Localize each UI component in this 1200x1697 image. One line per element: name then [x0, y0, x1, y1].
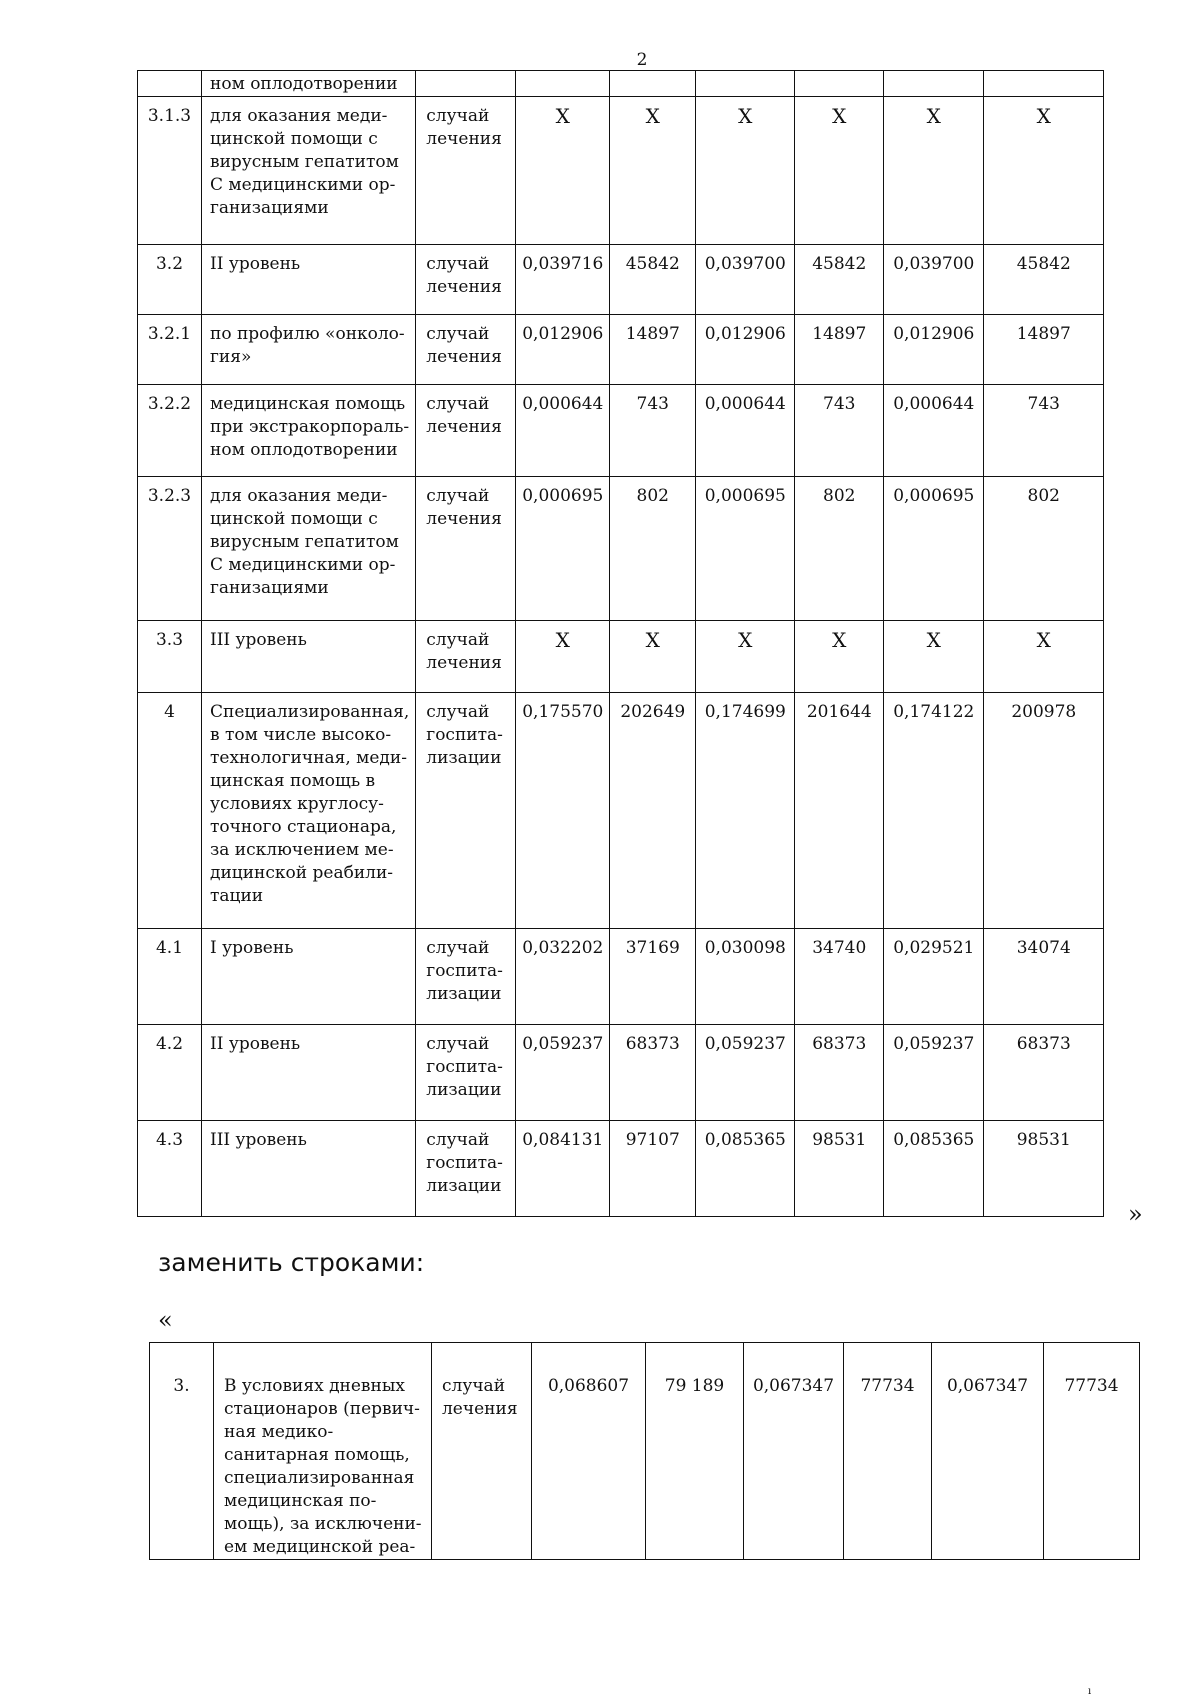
unit-cell: случай госпита- лизации	[416, 1025, 516, 1121]
indicator-name-cell: по профилю «онколо- гия»	[202, 315, 416, 385]
value-cell: X	[984, 97, 1104, 245]
value-cell: 34740	[795, 929, 884, 1025]
table-row	[138, 71, 1104, 97]
value-cell: X	[795, 97, 884, 245]
value-cell	[610, 71, 696, 97]
value-cell: 97107	[610, 1121, 696, 1217]
value-cell	[696, 71, 795, 97]
value-cell: 743	[795, 385, 884, 477]
value-cell: 0,030098	[696, 929, 795, 1025]
value-cell: 743	[610, 385, 696, 477]
value-cell: 45842	[984, 245, 1104, 315]
value-cell: 77734	[1044, 1343, 1140, 1560]
value-cell: 0,012906	[516, 315, 610, 385]
row-number-cell: 3.1.3	[138, 97, 202, 245]
row-number-cell: 3.2.1	[138, 315, 202, 385]
closing-quote: »	[1128, 1200, 1143, 1228]
table-row	[138, 315, 1104, 385]
value-cell: 802	[984, 477, 1104, 621]
value-cell: 802	[795, 477, 884, 621]
table-row	[138, 245, 1104, 315]
value-cell: 0,012906	[884, 315, 984, 385]
value-cell: X	[516, 621, 610, 693]
unit-cell: случай лечения	[416, 315, 516, 385]
indicator-name-cell: В условиях дневных стационаров (первич- ная медико- санитарная помощь, специализированная медицинская по- мощь), за исключени- ем медицинской реа-	[214, 1343, 432, 1560]
value-cell: 0,174122	[884, 693, 984, 929]
indicator-name-cell: для оказания меди- цинской помощи с вирусным гепатитом С медицинскими ор- ганизациями	[202, 97, 416, 245]
page-number: 2	[636, 50, 648, 70]
indicator-name-cell: ном оплодотворении	[202, 71, 416, 97]
value-cell: 34074	[984, 929, 1104, 1025]
value-cell: 201644	[795, 693, 884, 929]
row-number-cell	[138, 71, 202, 97]
unit-cell: случай госпита- лизации	[416, 1121, 516, 1217]
value-cell: 98531	[984, 1121, 1104, 1217]
value-cell: 200978	[984, 693, 1104, 929]
value-cell: 802	[610, 477, 696, 621]
indicator-name-cell: I уровень	[202, 929, 416, 1025]
value-cell: 45842	[610, 245, 696, 315]
value-cell: X	[795, 621, 884, 693]
unit-cell: случай лечения	[416, 97, 516, 245]
row-number-cell: 3.2.2	[138, 385, 202, 477]
tariff-table-replacement	[149, 1342, 1140, 1560]
value-cell: 0,029521	[884, 929, 984, 1025]
value-cell: 0,068607	[532, 1343, 646, 1560]
row-number-cell: 4.1	[138, 929, 202, 1025]
value-cell: 0,000695	[884, 477, 984, 621]
table-row	[138, 929, 1104, 1025]
value-cell: 0,059237	[884, 1025, 984, 1121]
row-number-cell: 3.2.3	[138, 477, 202, 621]
value-cell: 0,175570	[516, 693, 610, 929]
unit-cell: случай лечения	[432, 1343, 532, 1560]
row-number-cell: 3.3	[138, 621, 202, 693]
tariff-table-original	[137, 70, 1104, 1217]
unit-cell: случай лечения	[416, 245, 516, 315]
value-cell: 0,059237	[696, 1025, 795, 1121]
unit-cell	[416, 71, 516, 97]
table-row	[138, 1121, 1104, 1217]
row-number-cell: 3.2	[138, 245, 202, 315]
unit-cell: случай госпита- лизации	[416, 929, 516, 1025]
value-cell	[516, 71, 610, 97]
value-cell: X	[610, 621, 696, 693]
row-number-cell: 3.	[150, 1343, 214, 1560]
value-cell: 14897	[984, 315, 1104, 385]
value-cell: 0,067347	[932, 1343, 1044, 1560]
value-cell: 0,012906	[696, 315, 795, 385]
unit-cell: случай лечения	[416, 385, 516, 477]
value-cell: X	[696, 621, 795, 693]
value-cell: 0,039700	[884, 245, 984, 315]
value-cell: 37169	[610, 929, 696, 1025]
value-cell: 0,067347	[744, 1343, 844, 1560]
indicator-name-cell: III уровень	[202, 621, 416, 693]
table-row	[138, 385, 1104, 477]
table-row	[138, 1025, 1104, 1121]
value-cell: X	[516, 97, 610, 245]
value-cell: 14897	[795, 315, 884, 385]
value-cell: 0,000695	[516, 477, 610, 621]
value-cell	[795, 71, 884, 97]
value-cell: 0,000644	[884, 385, 984, 477]
opening-quote: «	[158, 1306, 173, 1334]
value-cell: 68373	[984, 1025, 1104, 1121]
value-cell: 98531	[795, 1121, 884, 1217]
value-cell: 79 189	[646, 1343, 744, 1560]
table-row	[138, 477, 1104, 621]
table-row	[150, 1343, 1140, 1560]
value-cell: 68373	[610, 1025, 696, 1121]
value-cell: X	[610, 97, 696, 245]
value-cell: 0,039716	[516, 245, 610, 315]
value-cell: X	[984, 621, 1104, 693]
table-row	[138, 693, 1104, 929]
indicator-name-cell: II уровень	[202, 245, 416, 315]
value-cell: X	[696, 97, 795, 245]
indicator-name-cell: Специализированная, в том числе высоко- технологичная, меди- цинская помощь в условиях круглосу- точного стационара, за исключением ме- дицинской реабили- тации	[202, 693, 416, 929]
value-cell: 14897	[610, 315, 696, 385]
value-cell: 0,000695	[696, 477, 795, 621]
row-number-cell: 4.3	[138, 1121, 202, 1217]
value-cell: 45842	[795, 245, 884, 315]
value-cell: X	[884, 97, 984, 245]
value-cell: 0,085365	[884, 1121, 984, 1217]
value-cell	[884, 71, 984, 97]
indicator-name-cell: III уровень	[202, 1121, 416, 1217]
value-cell: 202649	[610, 693, 696, 929]
value-cell: 0,039700	[696, 245, 795, 315]
unit-cell: случай госпита- лизации	[416, 693, 516, 929]
value-cell: 0,000644	[696, 385, 795, 477]
corner-mark: ı	[1088, 1686, 1092, 1697]
value-cell: 0,000644	[516, 385, 610, 477]
indicator-name-cell: медицинская помощь при экстракорпораль- ном оплодотворении	[202, 385, 416, 477]
replace-with-rows-heading: заменить строками:	[158, 1248, 425, 1277]
value-cell: 743	[984, 385, 1104, 477]
unit-cell: случай лечения	[416, 477, 516, 621]
value-cell: 68373	[795, 1025, 884, 1121]
table-row	[138, 621, 1104, 693]
unit-cell: случай лечения	[416, 621, 516, 693]
indicator-name-cell: II уровень	[202, 1025, 416, 1121]
value-cell: 0,085365	[696, 1121, 795, 1217]
row-number-cell: 4	[138, 693, 202, 929]
table-row	[138, 97, 1104, 245]
value-cell: 0,084131	[516, 1121, 610, 1217]
value-cell: 0,059237	[516, 1025, 610, 1121]
value-cell: 77734	[844, 1343, 932, 1560]
value-cell: 0,174699	[696, 693, 795, 929]
row-number-cell: 4.2	[138, 1025, 202, 1121]
indicator-name-cell: для оказания меди- цинской помощи с вирусным гепатитом С медицинскими ор- ганизациями	[202, 477, 416, 621]
value-cell: 0,032202	[516, 929, 610, 1025]
value-cell	[984, 71, 1104, 97]
value-cell: X	[884, 621, 984, 693]
